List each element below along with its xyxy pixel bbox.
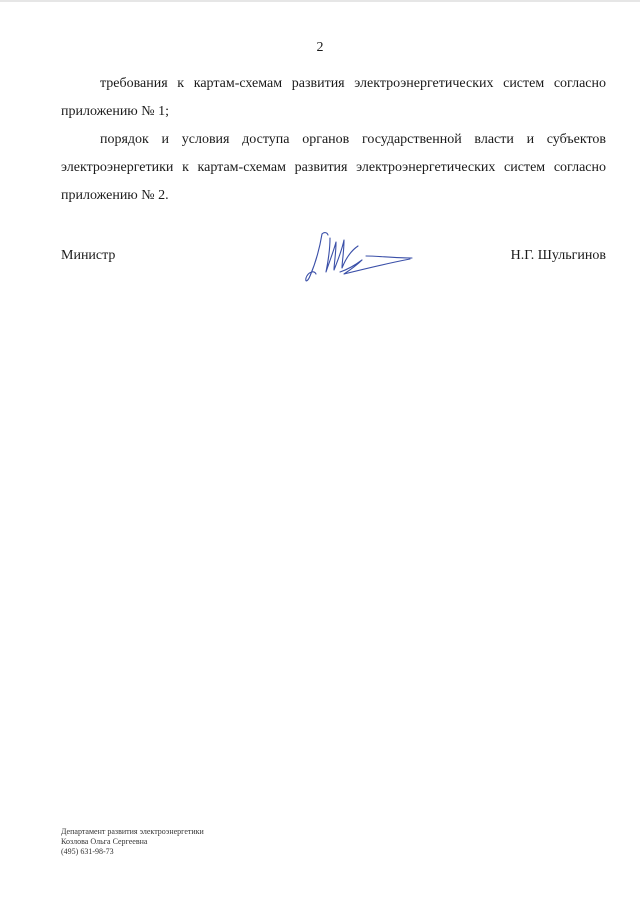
paragraph-access-procedure: порядок и условия доступа органов государственной власти и субъектов электроэнергетики к картам-схемам развития электроэнергетических систем согласно приложению № 2.	[61, 132, 606, 203]
page-number: 2	[316, 40, 324, 55]
signatory-name: Н.Г. Шульгинов	[510, 248, 606, 263]
signatory-title: Министр	[61, 248, 116, 263]
executor-info	[61, 827, 204, 857]
executor-person: Козлова Ольга Сергеевна	[61, 837, 148, 846]
scan-top-edge	[0, 0, 640, 2]
paragraph-requirements: требования к картам-схемам развития электроэнергетических систем согласно приложению № 1;	[61, 76, 606, 119]
handwritten-signature	[300, 226, 420, 288]
executor-phone: (495) 631-98-73	[61, 847, 114, 856]
executor-department: Департамент развития электроэнергетики	[61, 827, 204, 836]
